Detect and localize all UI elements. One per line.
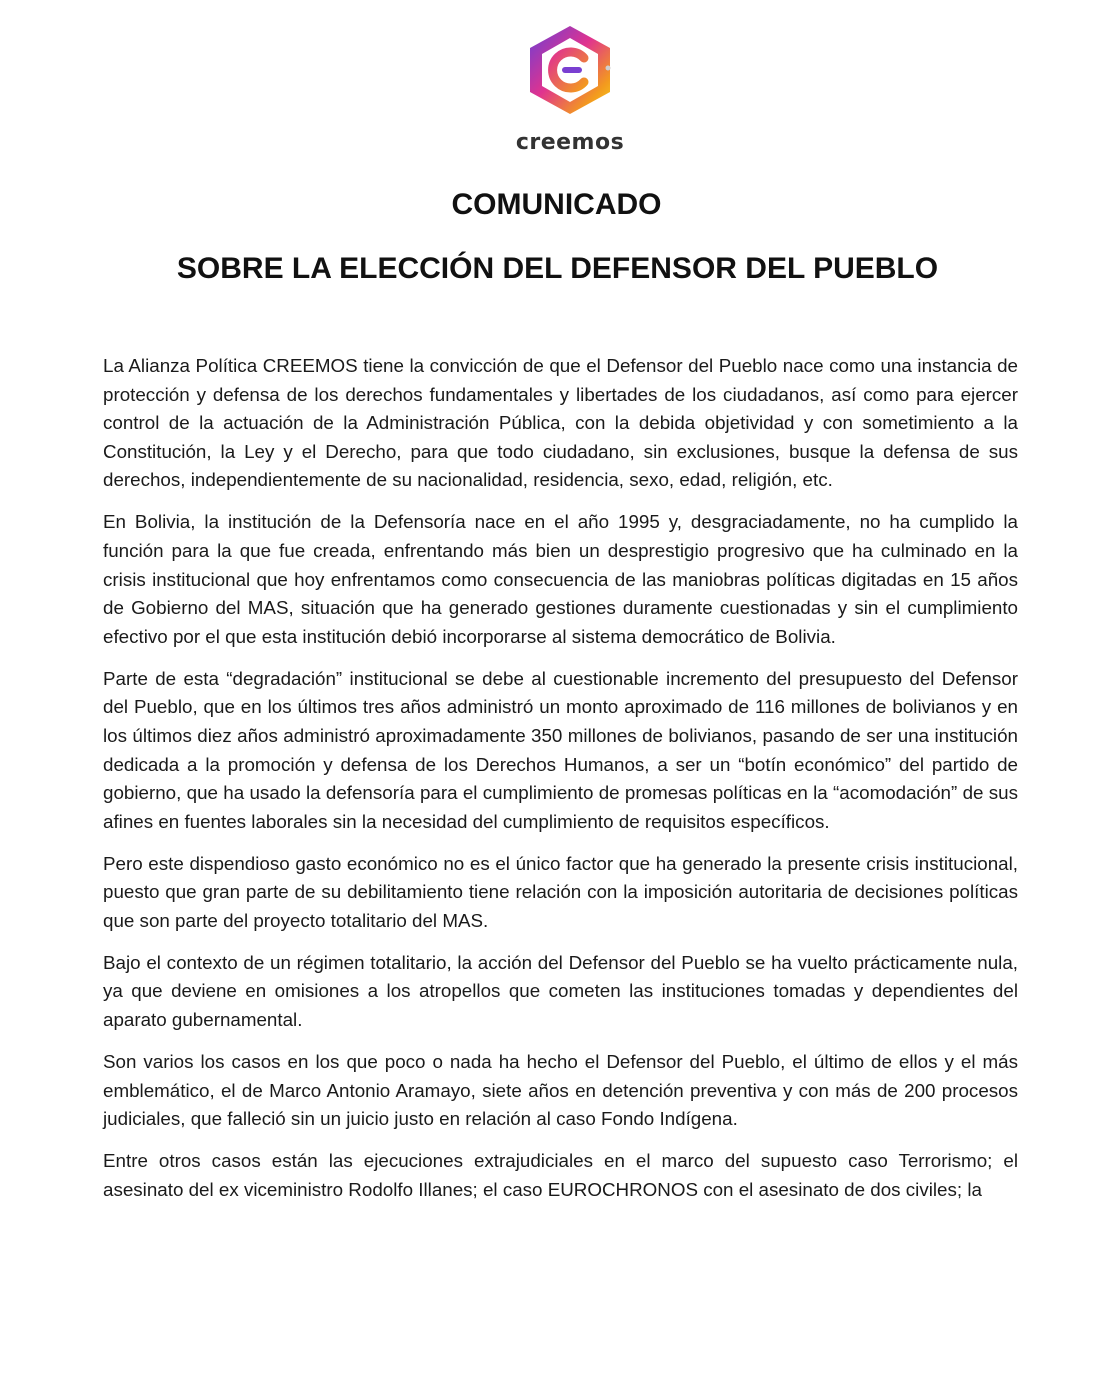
paragraph: Pero este dispendioso gasto económico no es el único factor que ha generado la presente crisis institucional, puesto que gran parte de su debilitamiento tiene relación con la imposición autoritaria de decisiones políticas que son parte del proyecto totalitario del MAS.: [103, 852, 1018, 931]
paragraph: Son varios los casos en los que poco o nada ha hecho el Defensor del Pueblo, el último de ellos y el más emblemático, el de Marco Antonio Aramayo, siete años en detención preventiva y con más de 200 procesos judiciales, que falleció sin un juicio justo en relación al caso Fondo Indígena.: [103, 1051, 1018, 1130]
creemos-logo-mark: [522, 22, 618, 118]
document-subtitle: SOBRE LA ELECCIÓN DEL DEFENSOR DEL PUEBLO: [176, 252, 939, 285]
creemos-logo: [505, 22, 635, 162]
paragraph: Entre otros casos están las ejecuciones extrajudiciales en el marco del supuesto caso Terrorismo; el asesinato del ex viceministro Rodolfo Illanes; el caso EUROCHRONOS con el asesinato de dos civiles; la: [103, 1150, 1018, 1200]
paragraph: La Alianza Política CREEMOS tiene la convicción de que el Defensor del Pueblo nace como una instancia de protección y defensa de los derechos fundamentales y libertades de los ciudadanos, así como para ejercer control de la actuación de la Administración Pública, con la debida objetividad y con sometimiento a la Constitución, la Ley y el Derecho, para que todo ciudadano, sin exclusiones, busque la defensa de sus derechos, independientemente de su nacionalidad, residencia, sexo, edad, religión, etc.: [103, 355, 1018, 491]
paragraph: En Bolivia, la institución de la Defensoría nace en el año 1995 y, desgraciadamente, no ha cumplido la función para la que fue creada, enfrentando más bien un desprestigio progresivo que ha culminado en la crisis institucional que hoy enfrentamos como consecuencia de las maniobras políticas digitadas en 15 años de Gobierno del MAS, situación que ha generado gestiones duramente cuestionadas y sin el cumplimiento efectivo por el que esta institución debió incorporarse al sistema democrático de Bolivia.: [103, 511, 1018, 647]
paragraph: Parte de esta “degradación” institucional se debe al cuestionable incremento del presupuesto del Defensor del Pueblo, que en los últimos tres años administró un monto aproximado de 116 millones de bolivianos y en los últimos diez años administró aproximadamente 350 millones de bolivianos, pasando de ser una institución dedicada a la promoción y defensa de los Derechos Humanos, a ser un “botín económico” del partido de gobierno, que ha usado la defensoría para el cumplimiento de promesas políticas en la “acomodación” de sus afines en fuentes laborales sin la necesidad del cumplimiento de requisitos específicos.: [103, 667, 1018, 832]
paragraph: Bajo el contexto de un régimen totalitario, la acción del Defensor del Pueblo se ha vuelto prácticamente nula, ya que deviene en omisiones a los atropellos que cometen las instituciones tomadas y dependientes del aparato gubernamental.: [103, 951, 1018, 1031]
document-title: COMUNICADO: [451, 188, 662, 221]
creemos-wordmark: creemos: [515, 130, 625, 155]
document-body: [103, 352, 1018, 1218]
